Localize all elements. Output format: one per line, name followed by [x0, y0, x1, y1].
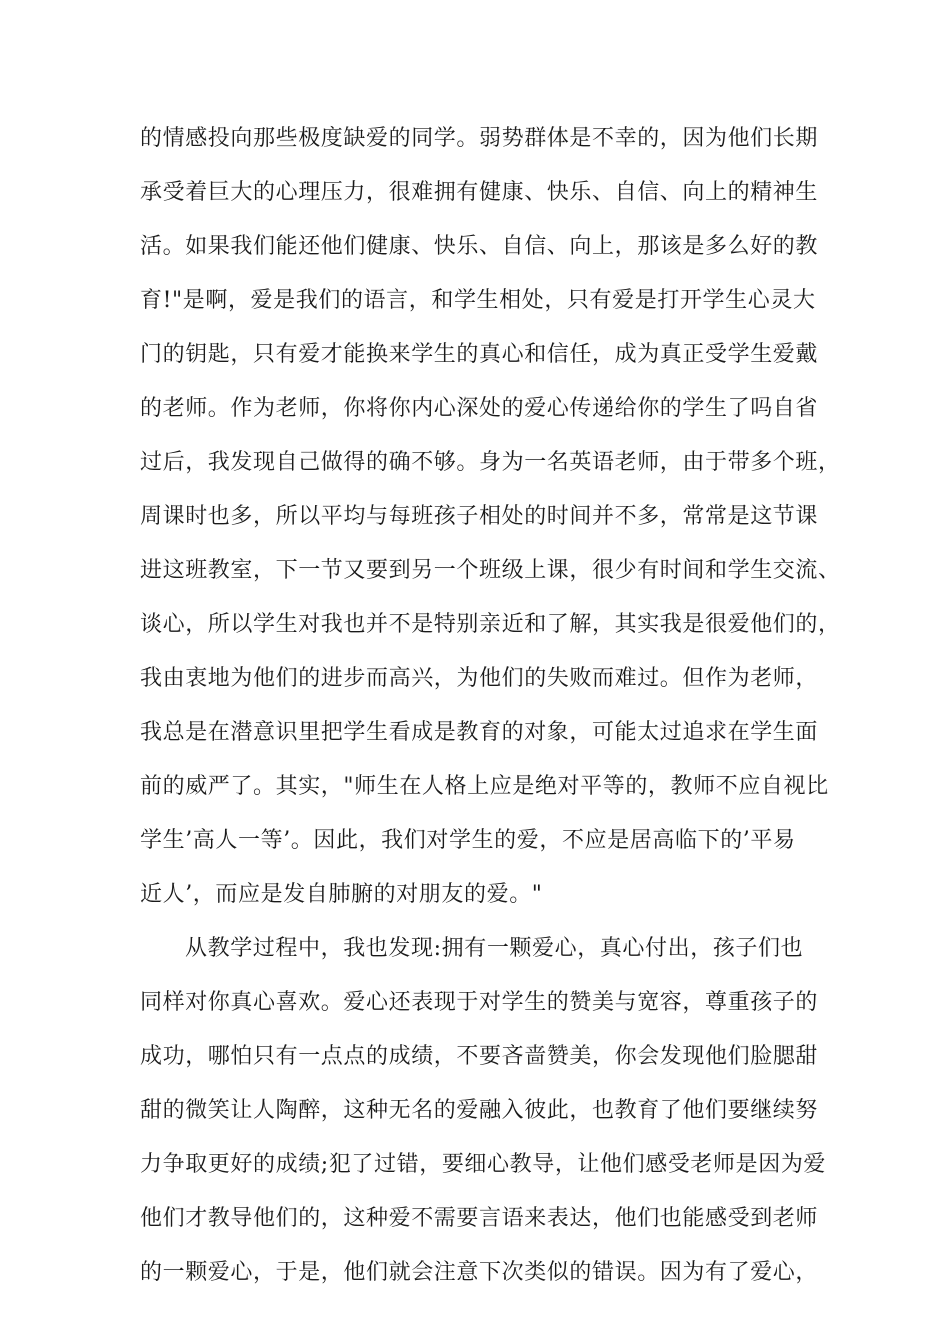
text-line: 过后，我发现自己做得的确不够。身为一名英语老师，由于带多个班，: [140, 450, 841, 475]
text-line: 育!"是啊，爱是我们的语言，和学生相处，只有爱是打开学生心灵大: [140, 288, 816, 313]
text-line: 的老师。作为老师，你将你内心深处的爱心传递给你的学生了吗自省: [140, 396, 819, 421]
text-line: 活。如果我们能还他们健康、快乐、自信、向上，那该是多么好的教: [140, 234, 819, 259]
text-line: 成功，哪怕只有一点点的成绩，不要吝啬赞美，你会发现他们脸腮甜: [140, 1044, 819, 1069]
text-line: 力争取更好的成绩;犯了过错，要细心教导，让他们感受老师是因为爱: [140, 1152, 827, 1177]
text-line: 同样对你真心喜欢。爱心还表现于对学生的赞美与宽容，尊重孩子的: [140, 990, 819, 1015]
text-line: 甜的微笑让人陶醉，这种无名的爱融入彼此，也教育了他们要继续努: [140, 1098, 819, 1123]
text-line: 近人’，而应是发自肺腑的对朋友的爱。": [140, 882, 543, 907]
text-line: 进这班教室，下一节又要到另一个班级上课，很少有时间和学生交流、: [140, 558, 841, 583]
text-line: 我总是在潜意识里把学生看成是教育的对象，可能太过追求在学生面: [140, 720, 819, 745]
paragraph-first-line: 从教学过程中，我也发现:拥有一颗爱心，真心付出，孩子们也: [185, 936, 804, 961]
text-line: 的一颗爱心，于是，他们就会注意下次类似的错误。因为有了爱心，: [140, 1260, 819, 1285]
text-line: 他们才教导他们的，这种爱不需要言语来表达，他们也能感受到老师: [140, 1206, 819, 1231]
text-line: 前的威严了。其实，"师生在人格上应是绝对平等的，教师不应自视比: [140, 774, 829, 799]
text-line: 周课时也多，所以平均与每班孩子相处的时间并不多，常常是这节课: [140, 504, 819, 529]
text-line: 学生’高人一等’。因此，我们对学生的爱，不应是居高临下的’平易: [140, 828, 796, 853]
text-line: 承受着巨大的心理压力，很难拥有健康、快乐、自信、向上的精神生: [140, 180, 819, 205]
text-line: 我由衷地为他们的进步而高兴，为他们的失败而难过。但作为老师，: [140, 666, 819, 691]
text-line: 谈心，所以学生对我也并不是特别亲近和了解，其实我是很爱他们的，: [140, 612, 841, 637]
text-line: 的情感投向那些极度缺爱的同学。弱势群体是不幸的，因为他们长期: [140, 126, 819, 151]
text-line: 门的钥匙，只有爱才能换来学生的真心和信任，成为真正受学生爱戴: [140, 342, 819, 367]
